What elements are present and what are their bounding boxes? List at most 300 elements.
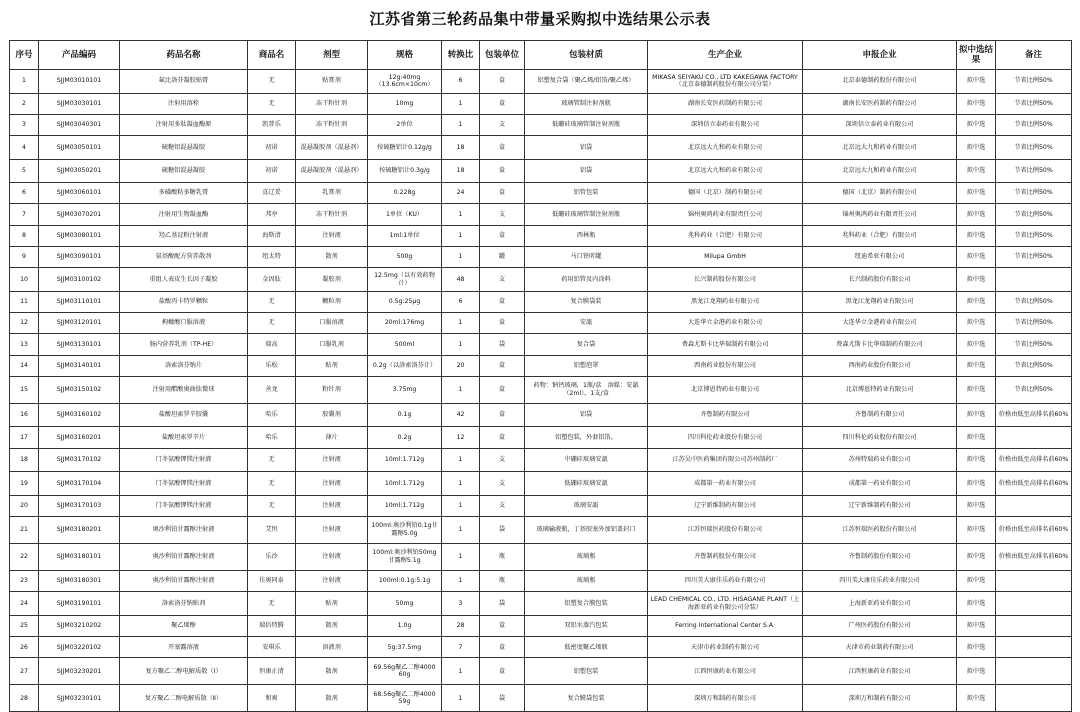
cell-remarks: 价格由低至高排名前60%: [996, 448, 1072, 472]
table-header: [10, 41, 1072, 70]
cell-dosage-form: 注射液: [296, 544, 368, 571]
cell-brand-name: 恒康正清: [248, 658, 296, 685]
header-col-manufacturer: 生产企业: [648, 41, 803, 70]
cell-remarks: 价格由低至高排名前60%: [996, 472, 1072, 496]
cell-spec: 0.1g: [368, 403, 442, 427]
cell-spec: 500ml: [368, 334, 442, 355]
cell-dosage-form: 注射液: [296, 225, 368, 246]
cell-conversion: 28: [442, 615, 480, 636]
header-col-spec: 规格: [368, 41, 442, 70]
cell-conversion: 18: [442, 136, 480, 160]
cell-index: 22: [10, 544, 39, 571]
cell-drug-name: 肠内营养乳剂（TP-HE）: [120, 334, 248, 355]
cell-package-material: 玻璃输液瓶，丁基胶塞外加铝盖封口: [525, 517, 648, 544]
cell-package-material: 铝塑复合膜包装: [525, 592, 648, 616]
cell-conversion: 1: [442, 544, 480, 571]
cell-index: 13: [10, 334, 39, 355]
cell-package-material: 玻璃瓶: [525, 544, 648, 571]
cell-conversion: 24: [442, 183, 480, 204]
cell-drug-name: 洛索洛芬钠片: [120, 355, 248, 376]
cell-manufacturer: 天津市药业制药有限公司: [648, 637, 803, 658]
cell-package-unit: 瓶: [480, 571, 525, 592]
cell-manufacturer: 德国（北京）制药有限公司: [648, 183, 803, 204]
table-row: [10, 183, 1072, 204]
cell-manufacturer: MIKASA SEIYAKU CO., LTD KAKEGAWA FACTORY（北京泰德制药股份有限公司分装）: [648, 70, 803, 94]
cell-remarks: [996, 637, 1072, 658]
cell-remarks: [996, 592, 1072, 616]
cell-result: 拟中选: [957, 93, 996, 114]
cell-product-code: SJJM03080101: [39, 225, 120, 246]
cell-applicant: 黑龙江龙翔药业有限公司: [803, 291, 957, 312]
cell-brand-name: 喜辽妥: [248, 183, 296, 204]
header-col-dosage-form: 剂型: [296, 41, 368, 70]
cell-conversion: 1: [442, 334, 480, 355]
cell-drug-name: 硫糖铝混悬凝胶: [120, 159, 248, 183]
cell-remarks: 节省比例50%: [996, 291, 1072, 312]
table-row: [10, 355, 1072, 376]
cell-spec: 100ml:奥沙利铂50mg甘露醇5.1g: [368, 544, 442, 571]
table-row: [10, 658, 1072, 685]
header-col-index: 序号: [10, 41, 39, 70]
table-row: [10, 637, 1072, 658]
table-row: [10, 291, 1072, 312]
cell-package-material: 双铝水蒸汽包装: [525, 615, 648, 636]
cell-manufacturer: 费森尤斯卡比华瑞制药有限公司: [648, 334, 803, 355]
cell-drug-name: 多磺酸粘多糖乳膏: [120, 183, 248, 204]
cell-product-code: SJJM03130101: [39, 334, 120, 355]
cell-result: 拟中选: [957, 427, 996, 448]
cell-index: 7: [10, 204, 39, 225]
cell-package-unit: 盒: [480, 355, 525, 376]
cell-spec: 68.56g聚乙二醇4000 59g: [368, 685, 442, 712]
cell-applicant: 德国（北京）制药有限公司: [803, 183, 957, 204]
cell-remarks: 节省比例50%: [996, 183, 1072, 204]
cell-drug-name: 氨基酸配方营养散剂: [120, 246, 248, 267]
cell-dosage-form: 粉针剂: [296, 376, 368, 403]
cell-manufacturer: 湖南长安医药制药有限公司: [648, 93, 803, 114]
cell-remarks: [996, 685, 1072, 712]
cell-package-material: 铝袋: [525, 136, 648, 160]
cell-drug-name: 注射用多肽凝血酶原: [120, 114, 248, 135]
cell-package-material: 中硼硅玻璃安瓿: [525, 448, 648, 472]
cell-manufacturer: 江苏吴中医药集团有限公司苏州制药厂: [648, 448, 803, 472]
cell-spec: 0.5g:25μg: [368, 291, 442, 312]
cell-package-unit: 袋: [480, 592, 525, 616]
cell-package-unit: 袋: [480, 517, 525, 544]
cell-product-code: SJJM03110101: [39, 291, 120, 312]
header-col-result: 拟中选结果: [957, 41, 996, 70]
cell-brand-name: 初诺: [248, 159, 296, 183]
cell-result: 拟中选: [957, 403, 996, 427]
cell-remarks: 节省比例50%: [996, 159, 1072, 183]
cell-applicant: 齐鲁制药有限公司: [803, 403, 957, 427]
cell-index: 5: [10, 159, 39, 183]
cell-brand-name: 佳奥同泰: [248, 571, 296, 592]
cell-remarks: 节省比例50%: [996, 114, 1072, 135]
cell-package-material: 铝塑泡罩: [525, 355, 648, 376]
cell-manufacturer: 深圳信立泰药业有限公司: [648, 114, 803, 135]
table-row: [10, 159, 1072, 183]
cell-manufacturer: 齐鲁制药股份有限公司: [648, 544, 803, 571]
cell-remarks: 节省比例50%: [996, 334, 1072, 355]
cell-spec: 按硫糖铝计0.12g/g: [368, 136, 442, 160]
cell-conversion: 1: [442, 93, 480, 114]
results-table: [9, 40, 1072, 712]
cell-package-unit: 盒: [480, 427, 525, 448]
cell-package-unit: 盒: [480, 637, 525, 658]
cell-remarks: 节省比例50%: [996, 313, 1072, 334]
cell-product-code: SJJM03220102: [39, 637, 120, 658]
cell-brand-name: 无: [248, 448, 296, 472]
cell-applicant: 成都第一药业有限公司: [803, 472, 957, 496]
cell-package-material: 马口铁听罐: [525, 246, 648, 267]
cell-package-material: 铝袋: [525, 159, 648, 183]
cell-drug-name: 复方聚乙二醇电解质散（Ⅰ）: [120, 658, 248, 685]
cell-result: 拟中选: [957, 159, 996, 183]
cell-index: 11: [10, 291, 39, 312]
cell-package-material: 玻璃管制注射剂瓶: [525, 93, 648, 114]
cell-dosage-form: 注射液: [296, 472, 368, 496]
cell-package-unit: 袋: [480, 685, 525, 712]
cell-index: 1: [10, 70, 39, 94]
cell-product-code: SJJM03030101: [39, 93, 120, 114]
cell-conversion: 6: [442, 291, 480, 312]
cell-product-code: SJJM03180101: [39, 544, 120, 571]
cell-dosage-form: 散剂: [296, 658, 368, 685]
cell-index: 8: [10, 225, 39, 246]
cell-remarks: 节省比例50%: [996, 70, 1072, 94]
cell-spec: 2单位: [368, 114, 442, 135]
cell-package-unit: 盒: [480, 183, 525, 204]
cell-result: 拟中选: [957, 136, 996, 160]
cell-result: 拟中选: [957, 204, 996, 225]
cell-package-material: 玻璃瓶: [525, 571, 648, 592]
cell-manufacturer: 锦州奥鸿药业有限责任公司: [648, 204, 803, 225]
cell-manufacturer: 北京远大九和药业有限公司: [648, 159, 803, 183]
cell-product-code: SJJM03060101: [39, 183, 120, 204]
cell-product-code: SJJM03140101: [39, 355, 120, 376]
cell-spec: 10mg: [368, 93, 442, 114]
cell-brand-name: 海斯清: [248, 225, 296, 246]
cell-brand-name: 无: [248, 70, 296, 94]
cell-product-code: SJJM03010101: [39, 70, 120, 94]
cell-dosage-form: 颗粒剂: [296, 291, 368, 312]
cell-applicant: 辽宁新维制药有限公司: [803, 495, 957, 516]
cell-applicant: 湖南长安医药制药有限公司: [803, 93, 957, 114]
cell-conversion: 1: [442, 313, 480, 334]
cell-spec: 0.228g: [368, 183, 442, 204]
cell-package-unit: 盒: [480, 225, 525, 246]
cell-remarks: 价格由低至高排名前60%: [996, 403, 1072, 427]
cell-applicant: 深圳信立泰药业有限公司: [803, 114, 957, 135]
cell-conversion: 1: [442, 204, 480, 225]
cell-package-unit: 支: [480, 472, 525, 496]
cell-manufacturer: 四川美大康佳乐药业有限公司: [648, 571, 803, 592]
cell-manufacturer: 江西恒康药业有限公司: [648, 658, 803, 685]
cell-package-unit: 盒: [480, 313, 525, 334]
cell-conversion: 12: [442, 427, 480, 448]
cell-dosage-form: 薄片: [296, 427, 368, 448]
cell-spec: 50mg: [368, 592, 442, 616]
cell-drug-name: 复方聚乙二醇电解质散（Ⅱ）: [120, 685, 248, 712]
cell-result: 拟中选: [957, 592, 996, 616]
cell-result: 拟中选: [957, 495, 996, 516]
cell-conversion: 1: [442, 571, 480, 592]
cell-drug-name: 枸橼酸口服溶液: [120, 313, 248, 334]
cell-applicant: 北京远大九和药业有限公司: [803, 159, 957, 183]
cell-brand-name: 无: [248, 313, 296, 334]
header-col-conversion: 转换比: [442, 41, 480, 70]
cell-package-material: 复合膜袋包装: [525, 685, 648, 712]
cell-drug-name: 盐酸坦索罗辛胶囊: [120, 403, 248, 427]
header-col-brand-name: 商品名: [248, 41, 296, 70]
table-row: [10, 592, 1072, 616]
cell-result: 拟中选: [957, 544, 996, 571]
cell-manufacturer: 西南药业股份有限公司: [648, 355, 803, 376]
cell-package-unit: 盒: [480, 658, 525, 685]
cell-result: 拟中选: [957, 517, 996, 544]
cell-applicant: 广州医药股份有限公司: [803, 615, 957, 636]
cell-spec: 12g:40mg（13.6cm×10cm）: [368, 70, 442, 94]
cell-result: 拟中选: [957, 334, 996, 355]
cell-dosage-form: 口服溶液: [296, 313, 368, 334]
header-col-remarks: 备注: [996, 41, 1072, 70]
cell-index: 23: [10, 571, 39, 592]
cell-product-code: SJJM03170103: [39, 495, 120, 516]
cell-package-material: 药物：钠钙玻璃，1瓶/盒 溶媒：安瓿（2ml），1支/盒: [525, 376, 648, 403]
cell-product-code: SJJM03160102: [39, 403, 120, 427]
cell-brand-name: 邦亭: [248, 204, 296, 225]
cell-drug-name: 注射用生物凝血酶: [120, 204, 248, 225]
cell-drug-name: 门冬氨酸钾镁注射液: [120, 472, 248, 496]
cell-applicant: 北京泰德制药股份有限公司: [803, 70, 957, 94]
cell-dosage-form: 贴剂: [296, 592, 368, 616]
cell-spec: 12.5mg（以有效药物计）: [368, 268, 442, 292]
cell-result: 拟中选: [957, 183, 996, 204]
cell-remarks: 节省比例50%: [996, 355, 1072, 376]
cell-product-code: SJJM03160201: [39, 427, 120, 448]
cell-product-code: SJJM03180301: [39, 571, 120, 592]
cell-applicant: 苏州特瑞药业有限公司: [803, 448, 957, 472]
cell-drug-name: 聚乙烯醇: [120, 615, 248, 636]
cell-drug-name: 门冬氨酸钾镁注射液: [120, 448, 248, 472]
cell-conversion: 42: [442, 403, 480, 427]
cell-manufacturer: 江苏恒瑞医药股份有限公司: [648, 517, 803, 544]
cell-package-material: 低硼硅玻璃管制注射剂瓶: [525, 204, 648, 225]
cell-applicant: 费森尤斯卡比华瑞制药有限公司: [803, 334, 957, 355]
cell-result: 拟中选: [957, 658, 996, 685]
table-row: [10, 246, 1072, 267]
cell-package-material: 安瓿: [525, 313, 648, 334]
cell-applicant: 纽迪希亚有限公司: [803, 246, 957, 267]
cell-result: 拟中选: [957, 291, 996, 312]
cell-brand-name: 无: [248, 592, 296, 616]
cell-result: 拟中选: [957, 685, 996, 712]
cell-manufacturer: 大连华立金港药业有限公司: [648, 313, 803, 334]
cell-index: 9: [10, 246, 39, 267]
cell-result: 拟中选: [957, 637, 996, 658]
cell-brand-name: 瑞高: [248, 334, 296, 355]
table-row: [10, 114, 1072, 135]
cell-package-unit: 支: [480, 114, 525, 135]
cell-result: 拟中选: [957, 114, 996, 135]
cell-applicant: 锦州奥鸿药业有限责任公司: [803, 204, 957, 225]
cell-manufacturer: 齐鲁制药有限公司: [648, 403, 803, 427]
cell-brand-name: 艾恒: [248, 517, 296, 544]
cell-index: 18: [10, 448, 39, 472]
cell-package-material: 铝塑复合袋（聚乙烯/铝箔/聚乙烯）: [525, 70, 648, 94]
cell-dosage-form: 注射液: [296, 448, 368, 472]
cell-remarks: [996, 571, 1072, 592]
cell-remarks: 价格由低至高排名前60%: [996, 517, 1072, 544]
cell-product-code: SJJM03100102: [39, 268, 120, 292]
cell-drug-name: 注射用醋酸奥曲肽微球: [120, 376, 248, 403]
cell-spec: 1ml:1单位: [368, 225, 442, 246]
cell-drug-name: 洛索洛芬钠贴剂: [120, 592, 248, 616]
cell-conversion: 20: [442, 355, 480, 376]
cell-applicant: 西南药业股份有限公司: [803, 355, 957, 376]
cell-spec: 10ml:1.712g: [368, 448, 442, 472]
cell-package-unit: 盒: [480, 93, 525, 114]
header-row: [10, 41, 1072, 70]
cell-manufacturer: 长兴制药股份有限公司: [648, 268, 803, 292]
cell-drug-name: 氟比洛芬凝胶贴膏: [120, 70, 248, 94]
cell-spec: 10ml:1.712g: [368, 495, 442, 516]
header-col-product-code: 产品编码: [39, 41, 120, 70]
cell-dosage-form: 溶液剂: [296, 637, 368, 658]
cell-index: 24: [10, 592, 39, 616]
cell-conversion: 1: [442, 685, 480, 712]
cell-dosage-form: 贴膏剂: [296, 70, 368, 94]
cell-spec: 10ml:1.712g: [368, 472, 442, 496]
cell-dosage-form: 口服乳剂: [296, 334, 368, 355]
table-body: [10, 70, 1072, 712]
cell-dosage-form: 胶囊剂: [296, 403, 368, 427]
table-row: [10, 403, 1072, 427]
cell-dosage-form: 凝胶剂: [296, 268, 368, 292]
cell-spec: 5g:37.5mg: [368, 637, 442, 658]
table-row: [10, 313, 1072, 334]
cell-applicant: 长兴制药股份有限公司: [803, 268, 957, 292]
cell-brand-name: 无: [248, 495, 296, 516]
cell-manufacturer: 成都第一药业有限公司: [648, 472, 803, 496]
cell-drug-name: 盐酸坦索罗辛片: [120, 427, 248, 448]
cell-applicant: 齐鲁制药股份有限公司: [803, 544, 957, 571]
cell-manufacturer: 四川科伦药业股份有限公司: [648, 427, 803, 448]
cell-package-material: 铝塑包装，外套铝箔。: [525, 427, 648, 448]
cell-dosage-form: 冻干粉针剂: [296, 204, 368, 225]
cell-conversion: 1: [442, 472, 480, 496]
cell-remarks: 节省比例50%: [996, 225, 1072, 246]
cell-index: 12: [10, 313, 39, 334]
cell-brand-name: 金因肽: [248, 268, 296, 292]
cell-drug-name: 奥沙利铂甘露醇注射液: [120, 517, 248, 544]
cell-dosage-form: 贴剂: [296, 355, 368, 376]
cell-product-code: SJJM03190101: [39, 592, 120, 616]
cell-package-material: 低密度聚乙烯瓶: [525, 637, 648, 658]
cell-package-unit: 袋: [480, 334, 525, 355]
cell-dosage-form: 混悬凝胶剂（混悬剂）: [296, 159, 368, 183]
table-row: [10, 376, 1072, 403]
cell-product-code: SJJM03170104: [39, 472, 120, 496]
cell-applicant: 大连华立金港药业有限公司: [803, 313, 957, 334]
cell-brand-name: 安琪乐: [248, 637, 296, 658]
cell-index: 4: [10, 136, 39, 160]
cell-index: 17: [10, 427, 39, 448]
cell-index: 26: [10, 637, 39, 658]
cell-brand-name: 凯普乐: [248, 114, 296, 135]
cell-index: 19: [10, 472, 39, 496]
cell-conversion: 6: [442, 70, 480, 94]
cell-remarks: 节省比例50%: [996, 204, 1072, 225]
cell-spec: 500g: [368, 246, 442, 267]
cell-package-material: 铝塑包装: [525, 658, 648, 685]
cell-applicant: 四川美大康佳乐药业有限公司: [803, 571, 957, 592]
cell-package-unit: 支: [480, 448, 525, 472]
cell-result: 拟中选: [957, 313, 996, 334]
cell-result: 拟中选: [957, 615, 996, 636]
cell-brand-name: 乐松: [248, 355, 296, 376]
cell-dosage-form: 散剂: [296, 246, 368, 267]
header-col-applicant: 申报企业: [803, 41, 957, 70]
cell-drug-name: 重组人表皮生长因子凝胶: [120, 268, 248, 292]
cell-remarks: [996, 268, 1072, 292]
cell-index: 27: [10, 658, 39, 685]
cell-dosage-form: 散剂: [296, 615, 368, 636]
table-row: [10, 70, 1072, 94]
cell-applicant: 北京远大九和药业有限公司: [803, 136, 957, 160]
cell-manufacturer: 辽宁新维制药有限公司: [648, 495, 803, 516]
cell-spec: 3.75mg: [368, 376, 442, 403]
cell-conversion: 3: [442, 592, 480, 616]
cell-conversion: 1: [442, 114, 480, 135]
cell-package-unit: 盒: [480, 159, 525, 183]
cell-package-material: 药用铝管及内涂料: [525, 268, 648, 292]
cell-spec: 69.56g聚乙二醇4000 60g: [368, 658, 442, 685]
cell-spec: 100ml:奥沙利铂0.1g甘露醇5.0g: [368, 517, 442, 544]
cell-dosage-form: 冻干粉针剂: [296, 114, 368, 135]
cell-package-material: 铝袋: [525, 403, 648, 427]
table-row: [10, 544, 1072, 571]
cell-package-material: 复合袋: [525, 334, 648, 355]
cell-product-code: SJJM03070201: [39, 204, 120, 225]
cell-drug-name: 奥沙利铂甘露醇注射液: [120, 571, 248, 592]
header-col-package-unit: 包装单位: [480, 41, 525, 70]
cell-result: 拟中选: [957, 448, 996, 472]
table-row: [10, 615, 1072, 636]
cell-manufacturer: Milupa GmbH: [648, 246, 803, 267]
cell-remarks: [996, 427, 1072, 448]
cell-result: 拟中选: [957, 268, 996, 292]
cell-brand-name: 瑞倍特腾: [248, 615, 296, 636]
cell-spec: 0.2g: [368, 427, 442, 448]
cell-result: 拟中选: [957, 472, 996, 496]
cell-conversion: 1: [442, 376, 480, 403]
cell-remarks: 节省比例50%: [996, 93, 1072, 114]
table-row: [10, 448, 1072, 472]
cell-conversion: 7: [442, 637, 480, 658]
cell-spec: 按硫糖铝计0.3g/g: [368, 159, 442, 183]
cell-conversion: 18: [442, 159, 480, 183]
table-row: [10, 495, 1072, 516]
cell-drug-name: 羟乙基淀粉注射液: [120, 225, 248, 246]
cell-product-code: SJJM03210202: [39, 615, 120, 636]
cell-package-material: 复合膜袋装: [525, 291, 648, 312]
cell-brand-name: 初诺: [248, 136, 296, 160]
cell-result: 拟中选: [957, 225, 996, 246]
cell-drug-name: 盐酸丙卡特罗颗粒: [120, 291, 248, 312]
cell-package-unit: 盒: [480, 615, 525, 636]
